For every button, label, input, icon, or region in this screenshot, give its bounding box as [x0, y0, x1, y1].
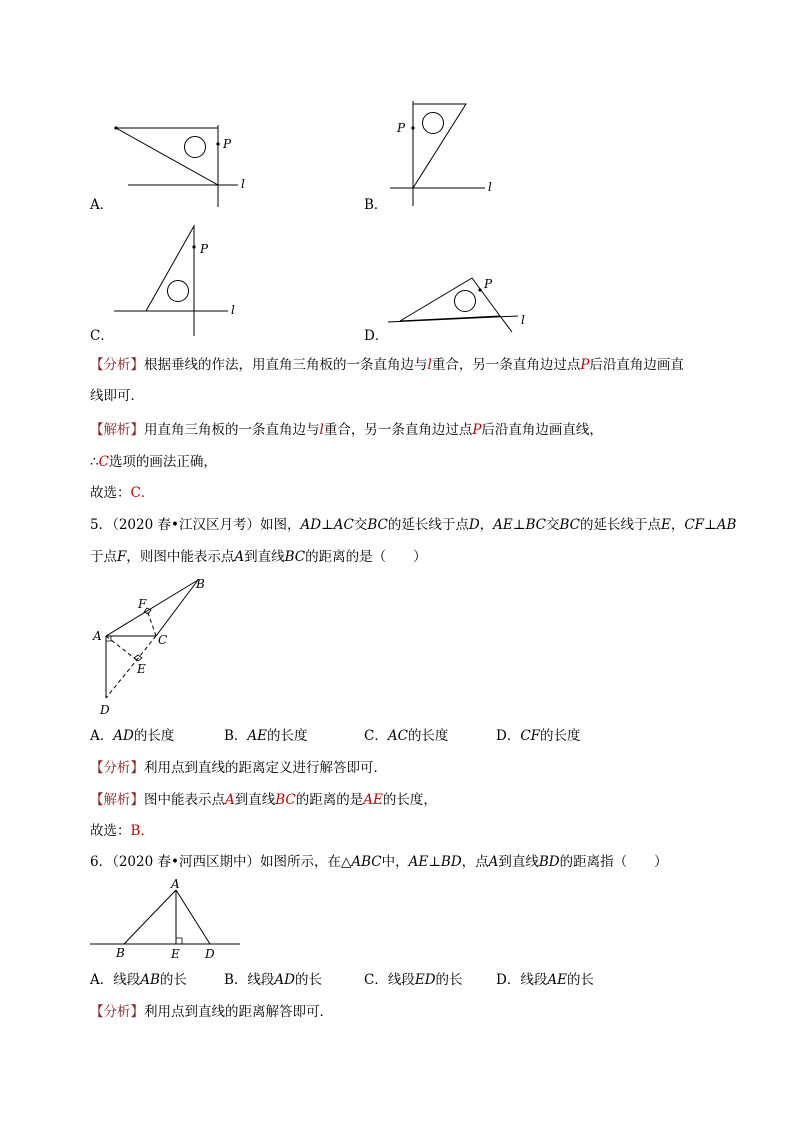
text: ， — [479, 517, 494, 533]
text: 后沿直角边画直线， — [481, 422, 603, 438]
math: BC — [284, 549, 306, 565]
text: 的延长线于点 — [579, 517, 661, 533]
text: 的距离指（ ） — [559, 854, 668, 870]
q6-stem — [90, 852, 668, 872]
math: BC — [367, 517, 388, 533]
figure-d-svg — [380, 268, 540, 338]
text: 到直线 — [234, 792, 276, 808]
option-letter: C． — [364, 728, 388, 744]
q5-label-a: A — [93, 629, 102, 643]
option-text: 的长度 — [133, 728, 175, 744]
q4-analysis-line1 — [90, 355, 684, 375]
answer-label: 故选： — [90, 823, 131, 839]
analysis-tag: 【分析】 — [90, 1004, 144, 1020]
q6-number: 6．（2020 春•河西区期中）如图所示，在△ — [90, 854, 352, 870]
q6-option-b[interactable] — [224, 970, 322, 990]
q6-option-a[interactable] — [90, 970, 187, 990]
option-seg: ED — [414, 972, 436, 988]
text: ，点 — [461, 854, 489, 870]
text: 交 — [353, 517, 368, 533]
fig-d-label-p: P — [484, 277, 493, 291]
q5-label-f: F — [138, 597, 147, 611]
option-seg: AE — [247, 728, 268, 744]
figure-b-svg — [390, 98, 510, 210]
q5-number: 5．（2020 春•江汉区月考）如图， — [90, 517, 301, 533]
text: 的距离的是（ ） — [305, 549, 427, 565]
q4-analysis-line2: 线即可． — [90, 388, 144, 404]
math: BC — [559, 517, 580, 533]
text: 于点 — [90, 549, 117, 565]
q5-solution — [90, 790, 437, 810]
option-letter: D．线段 — [496, 972, 548, 988]
math: F — [117, 549, 127, 565]
math: A — [225, 792, 235, 808]
q6-figure — [88, 876, 248, 961]
option-letter: B．线段 — [224, 972, 275, 988]
option-b-label: B． — [364, 197, 388, 213]
q6-label-d: D — [205, 947, 215, 961]
figure-c-svg — [108, 220, 258, 338]
math: BC — [275, 792, 296, 808]
text: 到直线 — [498, 854, 539, 870]
q5-label-d: D — [100, 703, 110, 717]
figure-option-c — [108, 220, 258, 338]
option-seg: CF — [520, 728, 541, 744]
option-letter: C．线段 — [364, 972, 415, 988]
text: 交 — [545, 517, 560, 533]
option-text: 的长 — [159, 972, 187, 988]
q6-label-e: E — [171, 947, 180, 961]
text: 重合，另一条直角边过点 — [323, 422, 473, 438]
text: 图中能表示点 — [144, 792, 225, 808]
text: 重合，另一条直角边过点 — [431, 357, 581, 373]
option-seg: AC — [387, 728, 408, 744]
q5-option-a[interactable] — [90, 726, 174, 746]
therefore-symbol: ∴ — [90, 454, 99, 470]
option-letter: B． — [224, 728, 248, 744]
math: CF⊥AB — [684, 517, 737, 533]
fig-b-label-p: P — [397, 121, 406, 135]
option-d-label: D． — [364, 328, 389, 344]
fig-d-label-l: l — [521, 313, 525, 327]
q5-option-c[interactable] — [364, 726, 448, 746]
answer-label: 故选： — [90, 485, 131, 501]
analysis-tag: 【分析】 — [90, 357, 144, 373]
q5-figure — [90, 574, 220, 719]
text: 的距离的是 — [295, 792, 364, 808]
q5-label-b: B — [196, 577, 205, 591]
figure-option-b — [390, 98, 510, 210]
math: A — [488, 854, 499, 870]
fig-c-label-p: P — [200, 242, 209, 256]
q5-option-d[interactable] — [496, 726, 581, 746]
q4-answer — [90, 483, 154, 503]
solution-tag: 【解析】 — [90, 422, 144, 438]
option-text: 的长度 — [407, 728, 449, 744]
q5-answer — [90, 821, 154, 841]
solution-tag: 【解析】 — [90, 792, 144, 808]
q5-label-c: C — [158, 633, 168, 647]
option-a-label: A． — [90, 197, 114, 213]
q6-option-c[interactable] — [364, 970, 463, 990]
analysis-text: 利用点到直线的距离解答即可． — [144, 1004, 333, 1020]
q5-stem-line2 — [90, 547, 427, 567]
text: 到直线 — [244, 549, 285, 565]
q5-figure-svg — [90, 574, 220, 719]
text: 选项的画法正确， — [108, 454, 217, 470]
math: E — [660, 517, 671, 533]
q4-solution-line2 — [90, 452, 217, 472]
text: 后沿直角边画直 — [589, 357, 684, 373]
q5-analysis — [90, 758, 387, 778]
option-text: 的长 — [566, 972, 594, 988]
q5-option-b[interactable] — [224, 726, 308, 746]
option-text: 的长度 — [540, 728, 581, 744]
q4-solution-line1 — [90, 420, 603, 440]
fig-a-label-p: P — [223, 137, 232, 151]
figure-option-d — [380, 268, 540, 338]
q6-analysis — [90, 1002, 333, 1022]
q6-option-d[interactable] — [496, 970, 594, 990]
option-letter: A．线段 — [90, 972, 141, 988]
math: BD — [538, 854, 560, 870]
option-letter: D． — [496, 728, 521, 744]
text: 中， — [381, 854, 409, 870]
math: AE — [363, 792, 383, 808]
math: ABC — [351, 854, 382, 870]
answer-value: B． — [130, 823, 154, 839]
math: A — [234, 549, 245, 565]
q6-label-b: B — [116, 946, 125, 960]
math: AD⊥AC — [300, 517, 354, 533]
fig-a-label-l: l — [241, 177, 245, 191]
q5-label-e: E — [137, 662, 146, 676]
math: AE⊥BC — [493, 517, 546, 533]
option-seg: AD — [274, 972, 295, 988]
q6-label-a: A — [171, 877, 180, 891]
option-seg: AD — [113, 728, 134, 744]
figure-option-a — [88, 115, 268, 215]
math-l: l — [427, 357, 432, 373]
text: 用直角三角板的一条直角边与 — [144, 422, 320, 438]
option-seg: AB — [140, 972, 160, 988]
text: ，则图中能表示点 — [126, 549, 235, 565]
fig-c-label-l: l — [231, 303, 235, 317]
option-text: 的长 — [295, 972, 322, 988]
math-p: P — [472, 422, 482, 438]
text: 的延长线于点 — [387, 517, 469, 533]
fig-b-label-l: l — [488, 180, 492, 194]
option-seg: AE — [547, 972, 567, 988]
text: 的长度， — [382, 792, 437, 808]
answer-value: C． — [130, 485, 155, 501]
option-c-label: C． — [90, 328, 114, 344]
option-letter: A． — [90, 728, 114, 744]
text: 根据垂线的作法，用直角三角板的一条直角边与 — [144, 357, 428, 373]
analysis-tag: 【分析】 — [90, 760, 144, 776]
q5-stem-line1 — [90, 515, 736, 535]
text: ， — [670, 517, 685, 533]
math-c: C — [98, 454, 109, 470]
option-text: 的长 — [435, 972, 463, 988]
math-p: P — [580, 357, 590, 373]
math: D — [468, 517, 480, 533]
analysis-text: 利用点到直线的距离定义进行解答即可． — [144, 760, 387, 776]
option-text: 的长度 — [267, 728, 308, 744]
figure-a-svg — [88, 115, 268, 215]
math-l: l — [319, 422, 324, 438]
math: AE⊥BD — [408, 854, 462, 870]
q6-figure-svg — [88, 876, 248, 961]
